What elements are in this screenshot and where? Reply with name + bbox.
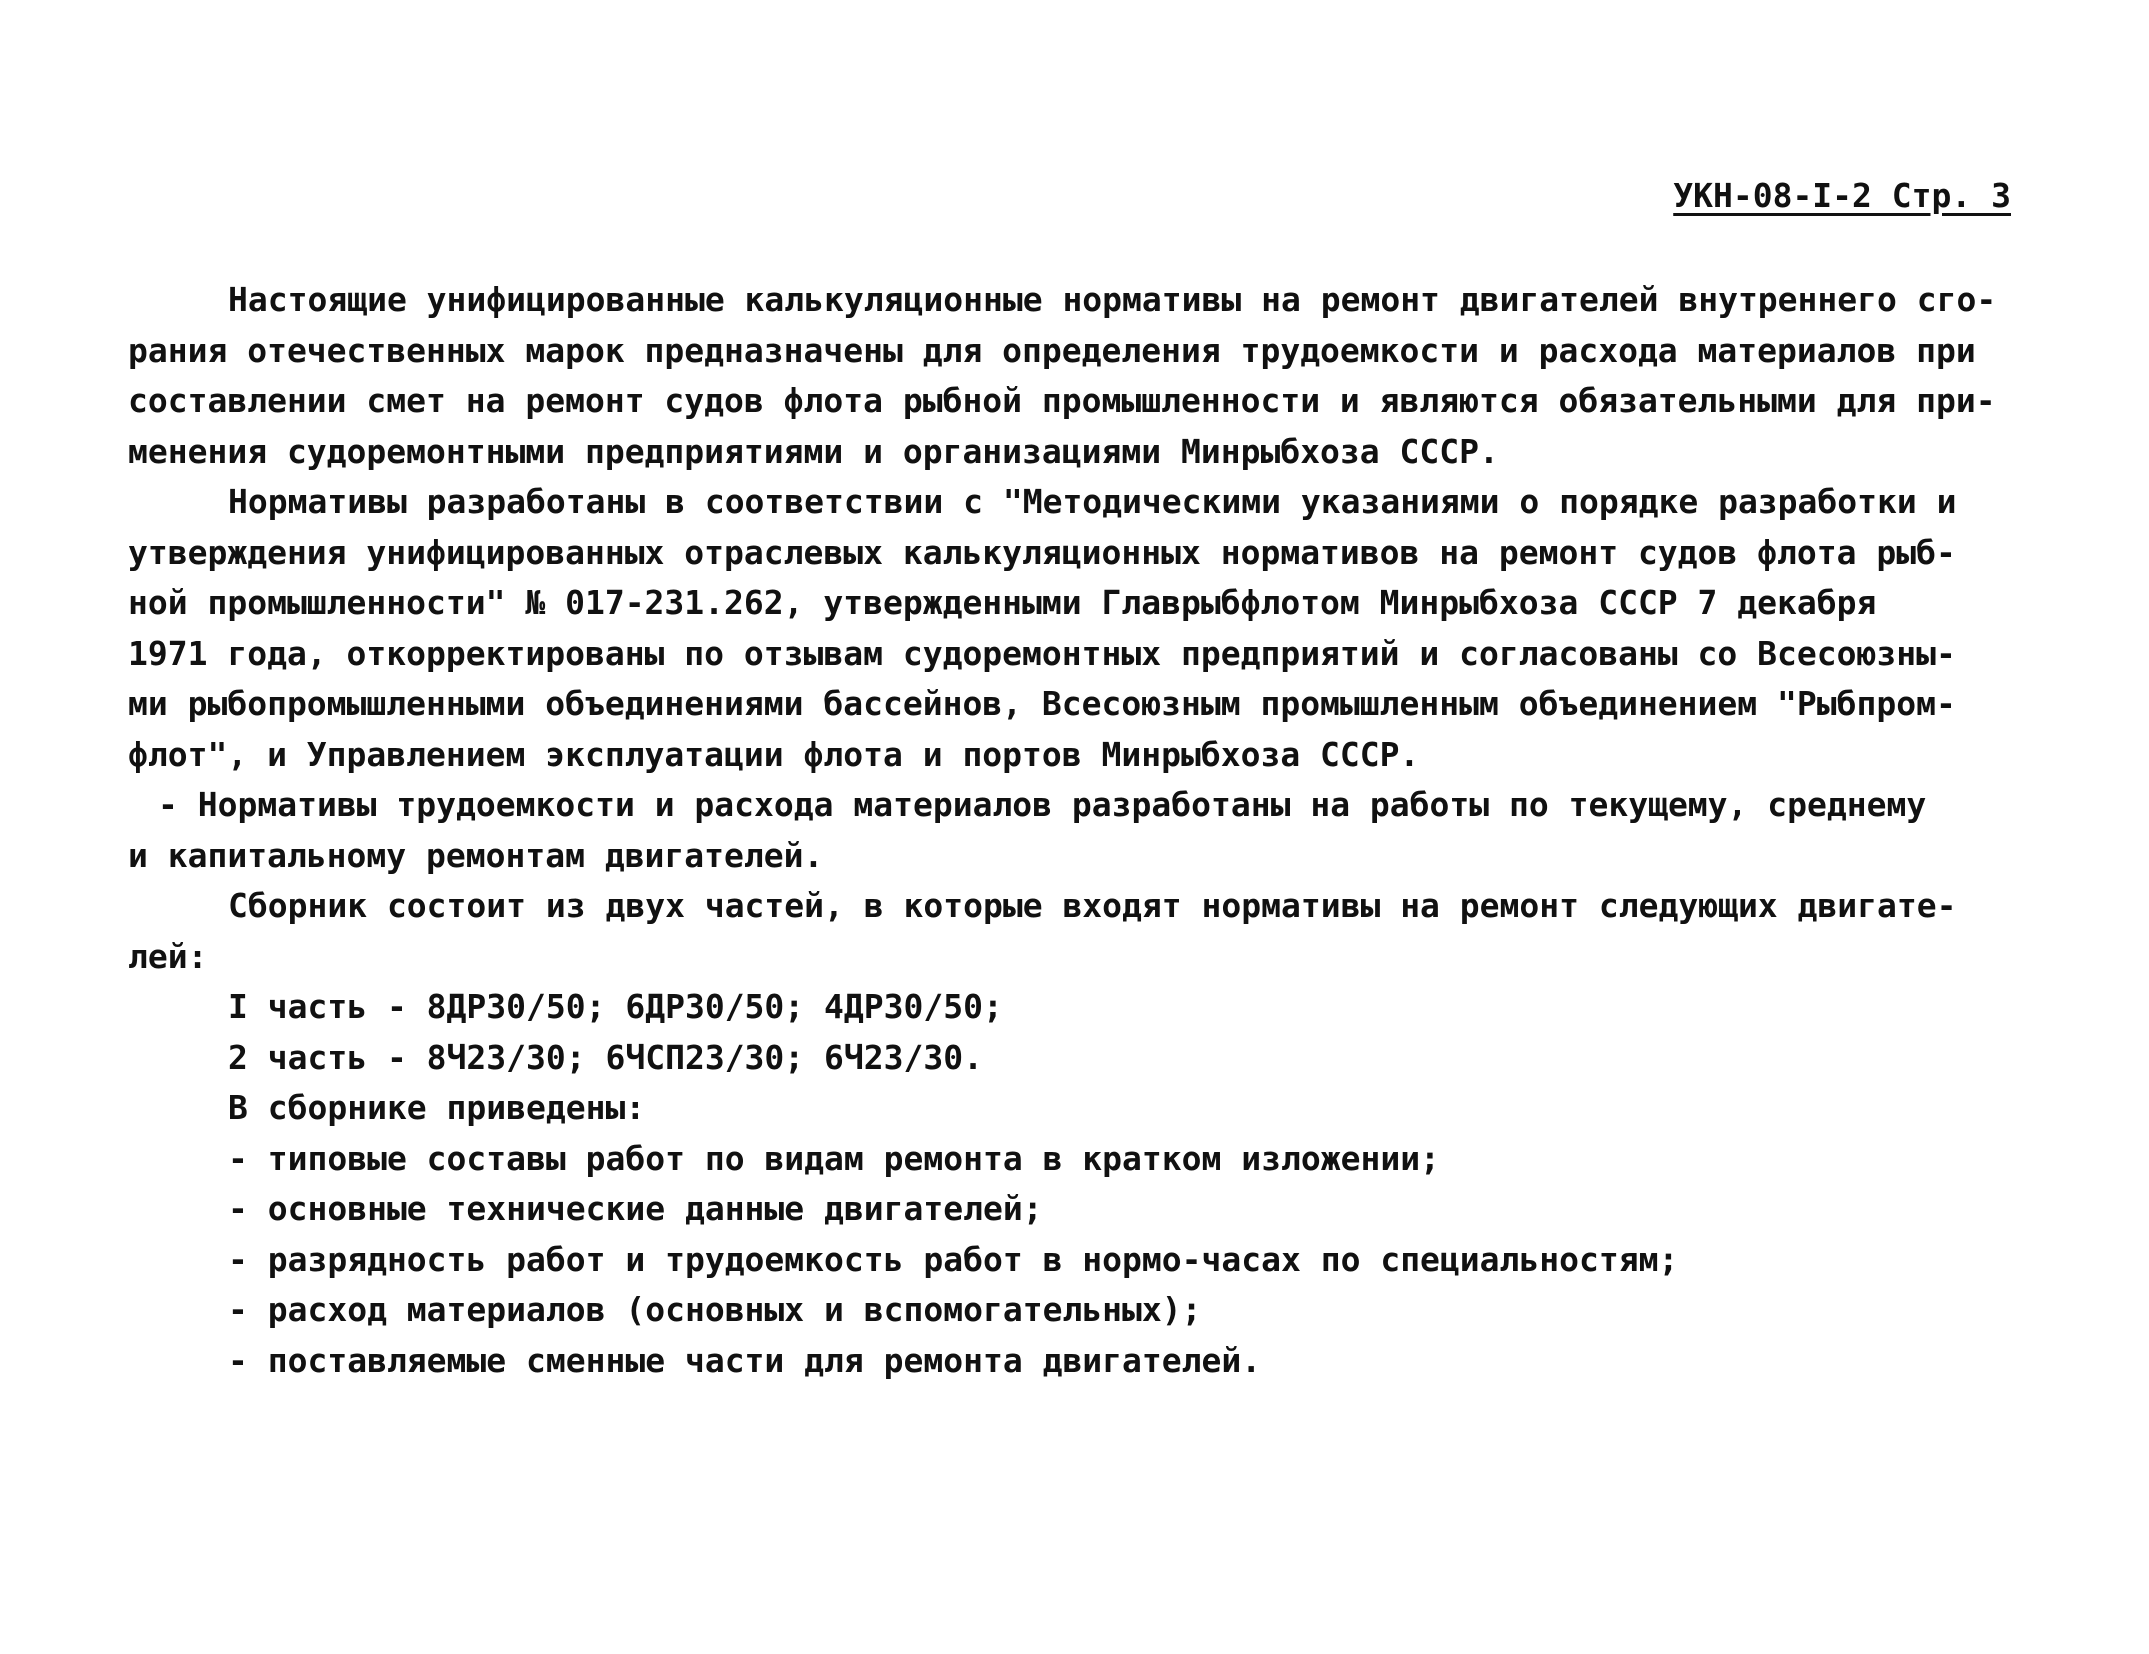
text-line: флот", и Управлением эксплуатации флота и портов Минрыбхоза СССР. (128, 734, 1420, 774)
text-line: ми рыбопромышленными объединениями бассейнов, Всесоюзным промышленным объединением "Рыбпром- (128, 684, 1956, 723)
text-line: Сборник состоит из двух частей, в которые входят нормативы на ремонт следующих двигате- (228, 886, 1957, 925)
engine-list-line: 2 часть - 8Ч23/30; 6ЧСП23/30; 6Ч23/30. (228, 1037, 983, 1077)
text-line: Нормативы разработаны в соответствии с "Методическими указаниями о порядке разработки и (228, 482, 1957, 521)
text-line: менения судоремонтными предприятиями и организациями Минрыбхоза СССР. (128, 431, 1499, 471)
document-body (128, 275, 2018, 1386)
text-line: ной промышленности" № 017-231.262, утвержденными Главрыбфлотом Минрыбхоза СССР 7 декабря (128, 583, 1877, 622)
list-item: - типовые составы работ по видам ремонта в кратком изложении; (228, 1138, 1440, 1178)
text-line: рания отечественных марок предназначены для определения трудоемкости и расхода материалов при (128, 330, 1976, 370)
text-line: утверждения унифицированных отраслевых калькуляционных нормативов на ремонт судов флота рыб- (128, 532, 1956, 572)
list-item: - основные технические данные двигателей; (228, 1189, 1043, 1228)
list-item: - расход материалов (основных и вспомогательных); (228, 1290, 1202, 1329)
engine-list-line: I часть - 8ДР30/50; 6ДР30/50; 4ДР30/50; (228, 987, 1003, 1026)
text-line: лей: (128, 936, 208, 976)
text-line: - Нормативы трудоемкости и расхода материалов разработаны на работы по текущему, среднему (158, 785, 1927, 824)
list-item: - поставляемые сменные части для ремонта двигателей. (228, 1340, 1262, 1380)
list-item: - разрядность работ и трудоемкость работ в нормо-часах по специальностям; (228, 1239, 1679, 1279)
list-heading: В сборнике приведены: (228, 1088, 646, 1127)
text-line: Настоящие унифицированные калькуляционные нормативы на ремонт двигателей внутреннего сго- (228, 280, 1997, 319)
text-line: и капитальному ремонтам двигателей. (128, 835, 824, 875)
text-line: составлении смет на ремонт судов флота рыбной промышленности и являются обязательными для при- (128, 381, 1996, 420)
text-line: 1971 года, откорректированы по отзывам судоремонтных предприятий и согласованы со Всесоюзны- (128, 633, 1956, 673)
page-reference-header: УКН-08-I-2 Стр. 3 (1673, 176, 2011, 215)
